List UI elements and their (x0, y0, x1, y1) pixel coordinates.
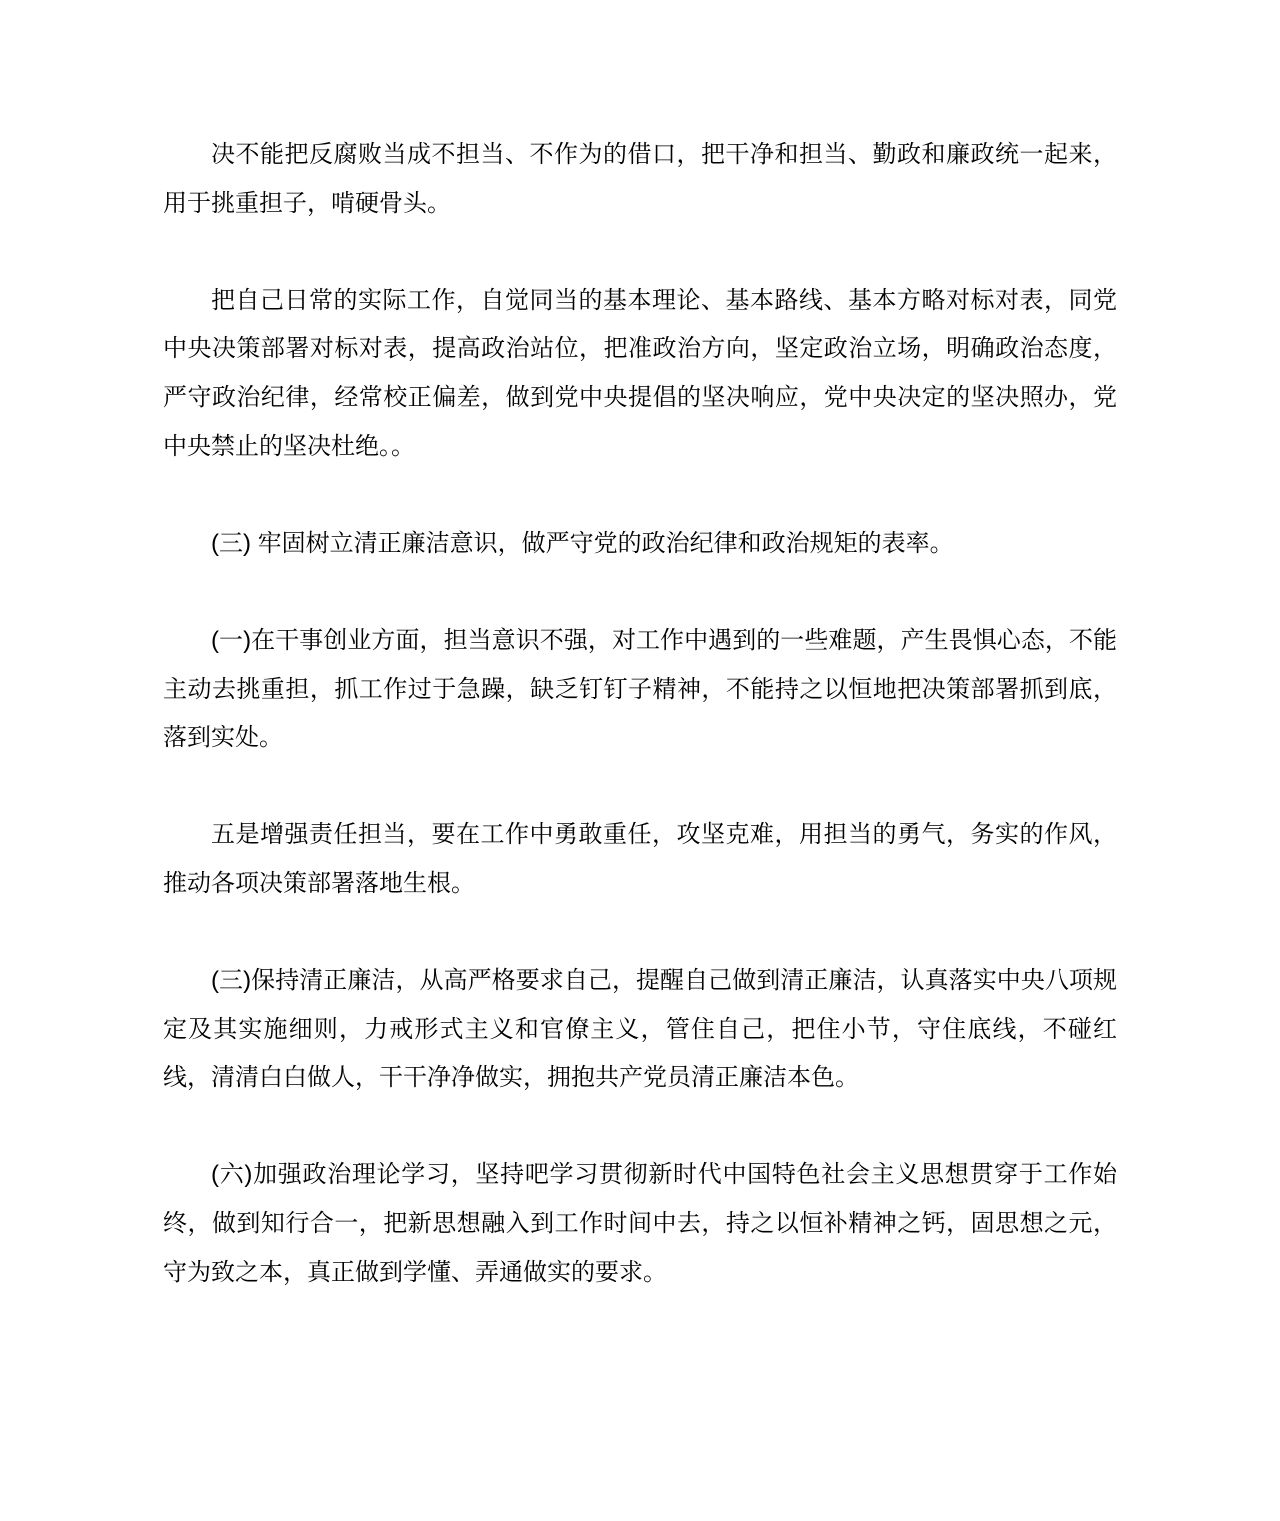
paragraph-6: (三)保持清正廉洁，从高严格要求自己，提醒自己做到清正廉洁，认真落实中央八项规定及其实施细则，力戒形式主义和官僚主义，管住自己，把住小节，守住底线，不碰红线，清清白白做人，干干净净做实，拥抱共产党员清正廉洁本色。 (163, 967, 1117, 1092)
paragraph-2: 把自己日常的实际工作，自觉同当的基本理论、基本路线、基本方略对标对表，同党中央决策部署对标对表，提高政治站位，把准政治方向，坚定政治立场，明确政治态度，严守政治纪律，经常校正偏差，做到党中央提倡的坚决响应，党中央决定的坚决照办，党中央禁止的坚决杜绝。。 (163, 286, 1117, 460)
paragraph-5: 五是增强责任担当，要在工作中勇敢重任，攻坚克难，用担当的勇气，务实的作风，推动各项决策部署落地生根。 (163, 821, 1117, 897)
paragraph-7: (六)加强政治理论学习，坚持吧学习贯彻新时代中国特色社会主义思想贯穿于工作始终，做到知行合一，把新思想融入到工作时间中去，持之以恒补精神之钙，固思想之元，守为致之本，真正做到学懂、弄通做实的要求。 (163, 1161, 1117, 1286)
paragraph-3: (三) 牢固树立清正廉洁意识，做严守党的政治纪律和政治规矩的表率。 (211, 529, 954, 557)
paragraph-1: 决不能把反腐败当成不担当、不作为的借口，把干净和担当、勤政和廉政统一起来，用于挑重担子，啃硬骨头。 (163, 141, 1117, 217)
paragraph-4: (一)在干事创业方面，担当意识不强，对工作中遇到的一些难题，产生畏惧心态，不能主动去挑重担，抓工作过于急躁，缺乏钉钉子精神，不能持之以恒地把决策部署抓到底，落到实处。 (163, 626, 1117, 752)
